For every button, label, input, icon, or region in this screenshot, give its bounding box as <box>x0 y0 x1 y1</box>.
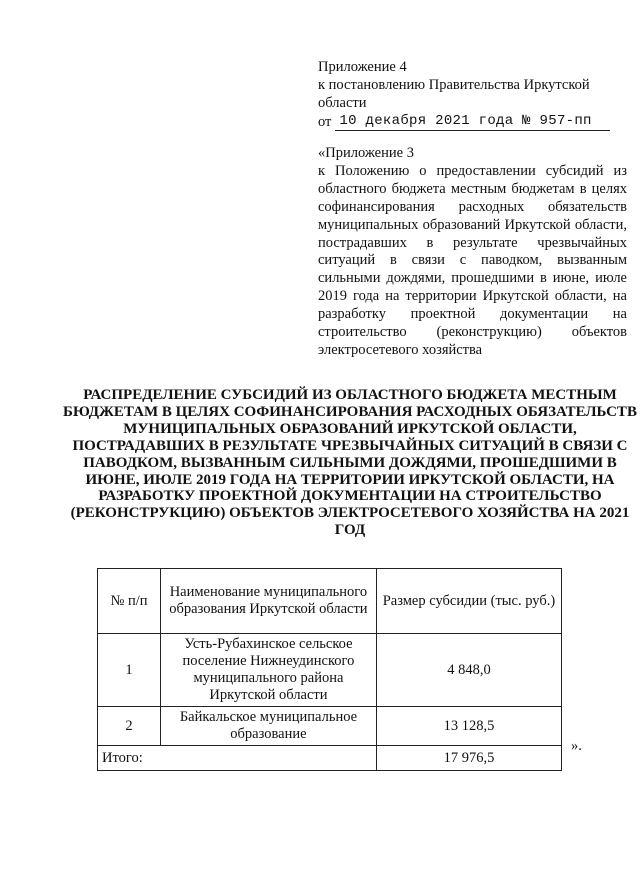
closing-quote-mark: ». <box>571 738 582 754</box>
regulation-reference <box>318 145 627 360</box>
decree-date-number: 10 декабря 2021 года № 957-пп <box>335 112 609 131</box>
header-number: № п/п <box>98 569 161 634</box>
row-municipality: Усть-Рубахинское сельское поселение Нижнеудинского муниципального района Иркутской области <box>161 634 377 707</box>
appendix-number: Приложение 4 <box>318 59 407 75</box>
row-amount: 13 128,5 <box>376 707 561 746</box>
row-municipality: Байкальское муниципальное образование <box>161 707 377 746</box>
header-municipality: Наименование муниципального образования Иркутской области <box>161 569 377 634</box>
appendix-header <box>318 58 618 131</box>
row-number: 2 <box>98 707 161 746</box>
reference-body: к Положению о предоставлении субсидий из областного бюджета местным бюджетам в целях софинансирования расходных обязательств муниципальных образований Иркутской области, пострадавших в результате чрезвычайных ситуаций в связи с паводком, вызванным сильными дождями, прошедшими в июне, июле 2019 года на территории Иркутской области, на разработку проектной документации на строительство (реконструкцию) объектов электросетевого хозяйства <box>318 162 627 358</box>
total-label: Итого: <box>98 746 377 771</box>
table-row <box>98 634 562 707</box>
appendix-decree-ref: к постановлению Правительства Иркутской области <box>318 77 590 111</box>
subsidy-table <box>97 568 562 771</box>
total-amount: 17 976,5 <box>376 746 561 771</box>
document-title: РАСПРЕДЕЛЕНИЕ СУБСИДИЙ ИЗ ОБЛАСТНОГО БЮДЖЕТА МЕСТНЫМ БЮДЖЕТАМ В ЦЕЛЯХ СОФИНАНСИРОВАНИЯ РАСХОДНЫХ ОБЯЗАТЕЛЬСТВ МУНИЦИПАЛЬНЫХ ОБРАЗОВАНИЙ ИРКУТСКОЙ ОБЛАСТИ, ПОСТРАДАВШИХ В РЕЗУЛЬТАТЕ ЧРЕЗВЫЧАЙНЫХ СИТУАЦИЙ В СВЯЗИ С ПАВОДКОМ, ВЫЗВАННЫМ СИЛЬНЫМИ ДОЖДЯМИ, ПРОШЕДШИМИ В ИЮНЕ, ИЮЛЕ 2019 ГОДА НА ТЕРРИТОРИИ ИРКУТСКОЙ ОБЛАСТИ, НА РАЗРАБОТКУ ПРОЕКТНОЙ ДОКУМЕНТАЦИИ НА СТРОИТЕЛЬСТВО (РЕКОНСТРУКЦИЮ) ОБЪЕКТОВ ЭЛЕКТРОСЕТЕВОГО ХОЗЯЙСТВА НА 2021 ГОД <box>63 387 637 539</box>
header-amount: Размер субсидии (тыс. руб.) <box>376 569 561 634</box>
table-header-row <box>98 569 562 634</box>
row-number: 1 <box>98 634 161 707</box>
row-amount: 4 848,0 <box>376 634 561 707</box>
reference-appendix-number: «Приложение 3 <box>318 145 414 161</box>
total-row <box>98 746 562 771</box>
table-row <box>98 707 562 746</box>
appendix-date-line <box>318 112 618 131</box>
date-prefix: от <box>318 114 332 130</box>
